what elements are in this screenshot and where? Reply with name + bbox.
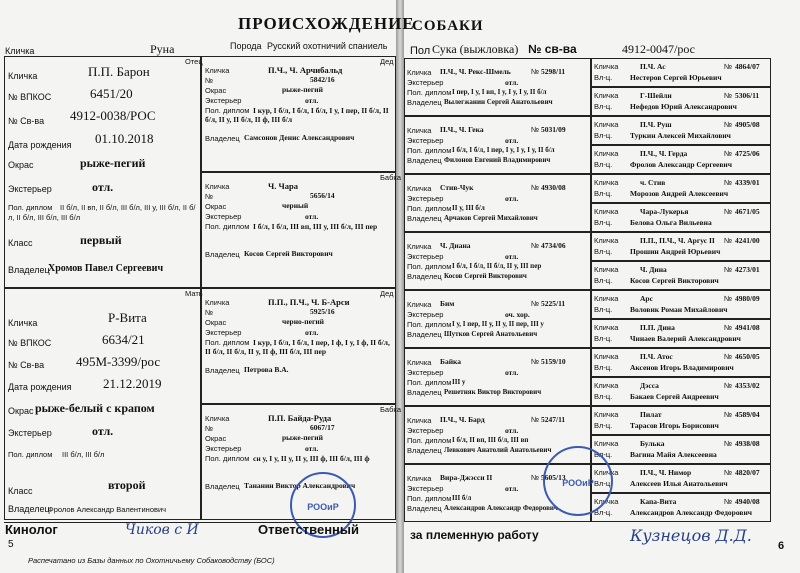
grandparent-owner: Косов Сергей Викторович xyxy=(244,249,333,258)
grandparent-color-label: Окрас xyxy=(205,434,227,443)
grandparent-diploma: I кур, I б/л, I б/л, I пер, I ф, I у, I ф, II б/л, II б/л, II б/л, II у, II ф, III б/л, III пер xyxy=(205,338,390,356)
father-dob-label: Дата рождения xyxy=(8,140,72,150)
father-vpkos-label: № ВПКОС xyxy=(8,92,52,102)
mother-class: второй xyxy=(108,478,146,492)
great-grandparent-diploma-label: Пол. диплом xyxy=(407,88,452,97)
father-cert: 4912-0038/РОС xyxy=(70,108,156,123)
ggg-name-label: Кличка xyxy=(594,149,619,158)
grandparent-color: рыже-пегий xyxy=(282,85,323,94)
ggg-owner: Воловик Роман Михайлович xyxy=(630,305,728,314)
mother-class-label: Класс xyxy=(8,486,33,496)
great-grandparent-name: П.Ч., Ч. Бард xyxy=(440,415,485,424)
ggg-owner: Алексеев Илья Анатольевич xyxy=(630,479,728,488)
mother-owner-label: Владелец xyxy=(8,504,50,514)
great-grandparent-num: 5247/11 xyxy=(541,415,566,424)
great-grandparent-num: 4734/06 xyxy=(541,241,566,250)
ggg-owner-label: Вл-ц. xyxy=(594,73,613,82)
grandparent-diploma-label: Пол. диплом xyxy=(205,106,250,115)
left-stamp-text: РООиР xyxy=(307,501,339,512)
grandparent-num-label: № xyxy=(205,424,214,433)
ggg-num: 4589/04 xyxy=(735,410,760,419)
ggg-owner: Нестеров Сергей Юрьевич xyxy=(630,73,722,82)
father-name-label: Кличка xyxy=(8,71,38,81)
ggg-name-label: Кличка xyxy=(594,91,619,100)
grandparent-exterior-label: Экстерьер xyxy=(205,96,242,105)
ggg-num: 4938/08 xyxy=(735,439,760,448)
cert-label: № св-ва xyxy=(528,42,577,56)
grandparent-name-label: Кличка xyxy=(205,66,230,75)
great-grandparent-owner: Решетняк Виктор Викторович xyxy=(444,388,542,396)
ggg-name: Пилат xyxy=(640,410,662,419)
ggg-owner-label: Вл-ц. xyxy=(594,363,613,372)
father-vpkos: 6451/20 xyxy=(90,86,133,101)
grandparent-num: 6067/17 xyxy=(310,423,335,432)
father-diploma: II б/л, II вп, II б/л, III б/л, III у, III б/л, II б/л, II б/л, III б/л, III б/л xyxy=(8,203,196,222)
ggg-num: 4273/01 xyxy=(735,265,760,274)
great-grandparent-num-label: № xyxy=(531,299,540,308)
grandparent-section: Дед xyxy=(380,289,394,298)
father-cert-label: № Св-ва xyxy=(8,116,45,126)
great-grandparent-owner-label: Владелец xyxy=(407,330,442,339)
dog-name-label: Кличка xyxy=(5,46,35,56)
ggg-name-label: Кличка xyxy=(594,323,619,332)
great-grandparent-num-label: № xyxy=(531,415,540,424)
ggg-name: Булька xyxy=(640,439,665,448)
father-class: первый xyxy=(80,233,122,247)
ggg-name-label: Кличка xyxy=(594,265,619,274)
ggg-name-label: Кличка xyxy=(594,410,619,419)
great-grandparent-num: 5031/09 xyxy=(541,125,566,134)
grandparent-owner: Самсонов Денис Александрович xyxy=(244,133,355,142)
ggg-name-label: Кличка xyxy=(594,294,619,303)
ggg-num: 4671/05 xyxy=(735,207,760,216)
great-grandparent-owner: Косов Сергей Викторович xyxy=(444,272,527,280)
page-number-left: 5 xyxy=(8,539,14,550)
great-grandparent-num-label: № xyxy=(531,357,540,366)
grandparent-diploma-label: Пол. диплом xyxy=(205,454,250,463)
ggg-name: П.П., П.Ч., Ч. Аргус II xyxy=(640,236,715,245)
ggg-num-label: № xyxy=(724,468,733,477)
ggg-name-label: Кличка xyxy=(594,439,619,448)
breeding-work-label: за племенную работу xyxy=(410,528,539,542)
great-grandparent-diploma: I б/л, I б/л, II б/л, II у, III пер xyxy=(452,262,542,270)
father-name: П.П. Барон xyxy=(88,64,150,79)
ggg-owner-label: Вл-ц. xyxy=(594,131,613,140)
great-grandparent-name: П.Ч., Ч. Рекс-Шмель xyxy=(440,67,511,76)
great-grandparent-owner-label: Владелец xyxy=(407,388,442,397)
great-grandparent-diploma: I у, I пер, II у, II у, II пер, III у xyxy=(452,320,544,328)
great-grandparent-name-label: Кличка xyxy=(407,126,432,135)
great-grandparent-num-label: № xyxy=(531,241,540,250)
ggg-name: Ч. Дина xyxy=(640,265,667,274)
ggg-num: 4941/08 xyxy=(735,323,760,332)
mother-cert: 495М-3399/рос xyxy=(76,354,161,369)
father-section: Отец xyxy=(185,57,203,66)
ggg-owner-label: Вл-ц. xyxy=(594,479,613,488)
ggg-num: 4980/09 xyxy=(735,294,760,303)
ggg-num-label: № xyxy=(724,236,733,245)
ggg-name: Арс xyxy=(640,294,653,303)
ggg-owner-label: Вл-ц. xyxy=(594,392,613,401)
ggg-name: ч. Стив xyxy=(640,178,666,187)
great-grandparent-exterior: отл. xyxy=(505,78,519,87)
ggg-num: 4241/00 xyxy=(735,236,760,245)
great-grandparent-exterior-label: Экстерьер xyxy=(407,484,444,493)
ggg-num-label: № xyxy=(724,265,733,274)
ggg-name-label: Кличка xyxy=(594,236,619,245)
great-grandparent-diploma-label: Пол. диплом xyxy=(407,320,452,329)
page-number-right: 6 xyxy=(778,540,785,552)
ggg-owner-label: Вл-ц. xyxy=(594,160,613,169)
great-grandparent-name-label: Кличка xyxy=(407,474,432,483)
ggg-num: 5306/11 xyxy=(735,91,760,100)
grandparent-exterior: отл. xyxy=(305,444,319,453)
grandparent-num: 5656/14 xyxy=(310,191,335,200)
great-grandparent-num-label: № xyxy=(531,473,540,482)
great-grandparent-diploma: III у xyxy=(452,378,466,386)
mother-section: Мать xyxy=(185,289,203,298)
grandparent-num-label: № xyxy=(205,76,214,85)
great-grandparent-name-label: Кличка xyxy=(407,416,432,425)
grandparent-num: 5842/16 xyxy=(310,75,335,84)
great-grandparent-name: Бим xyxy=(440,299,455,308)
ggg-owner: Прошин Андрей Юрьевич xyxy=(630,247,721,256)
ggg-num: 4820/07 xyxy=(735,468,760,477)
grandparent-exterior: отл. xyxy=(305,96,319,105)
father-owner: Хромов Павел Сергеевич xyxy=(48,263,164,274)
ggg-num-label: № xyxy=(724,497,733,506)
great-grandparent-exterior: оч. хор. xyxy=(505,310,530,319)
grandparent-name: П.П., П.Ч., Ч. Б-Арси xyxy=(268,297,350,307)
ggg-name-label: Кличка xyxy=(594,352,619,361)
ggg-owner: Белова Ольга Вильевна xyxy=(630,218,712,227)
grandparent-name-label: Кличка xyxy=(205,298,230,307)
ggg-name-label: Кличка xyxy=(594,62,619,71)
grandparent-diploma-label: Пол. диплом xyxy=(205,222,250,231)
great-grandparent-exterior-label: Экстерьер xyxy=(407,194,444,203)
ggg-num-label: № xyxy=(724,439,733,448)
great-grandparent-exterior: отл. xyxy=(505,368,519,377)
great-grandparent-diploma: I б/л, II вп, III б/л, III вп xyxy=(452,436,529,444)
ggg-name: П.Ч., Ч. Нимор xyxy=(640,468,692,477)
great-grandparent-num-label: № xyxy=(531,125,540,134)
great-grandparent-exterior-label: Экстерьер xyxy=(407,252,444,261)
great-grandparent-diploma-label: Пол. диплом xyxy=(407,262,452,271)
dog-name: Руна xyxy=(150,42,175,56)
ggg-owner: Бакаев Сергей Андреевич xyxy=(630,392,719,401)
father-diploma-label: Пол. диплом xyxy=(8,203,53,212)
ggg-owner: Морозов Андрей Алексеевич xyxy=(630,189,729,198)
ggg-num-label: № xyxy=(724,294,733,303)
great-grandparent-exterior: отл. xyxy=(505,136,519,145)
mother-owner: Фролов Александр Валентинович xyxy=(48,505,167,514)
ggg-name: Г-Шейли xyxy=(640,91,672,100)
grandparent-color: черный xyxy=(282,201,309,210)
ggg-owner-label: Вл-ц. xyxy=(594,247,613,256)
sex-value: Сука (выжловка) xyxy=(432,42,519,56)
grandparent-owner-label: Владелец xyxy=(205,366,240,375)
great-grandparent-diploma-label: Пол. диплом xyxy=(407,146,452,155)
ggg-name-label: Кличка xyxy=(594,497,619,506)
ggg-owner-label: Вл-ц. xyxy=(594,305,613,314)
mother-dob: 21.12.2019 xyxy=(103,376,162,391)
ggg-owner: Вагина Майя Алексеевна xyxy=(630,450,717,459)
title-left: ПРОИСХОЖДЕНИЕ xyxy=(238,14,415,33)
father-exterior-label: Экстерьер xyxy=(8,184,52,194)
grandparent-num: 5925/16 xyxy=(310,307,335,316)
mother-diploma-label: Пол. диплом xyxy=(8,450,53,459)
ggg-num: 4725/06 xyxy=(735,149,760,158)
ggg-owner: Косов Сергей Викторович xyxy=(630,276,719,285)
grandparent-owner-label: Владелец xyxy=(205,134,240,143)
grandparent-name-label: Кличка xyxy=(205,182,230,191)
grandparent-owner: Тананин Виктор Александрович xyxy=(244,481,356,490)
ggg-num-label: № xyxy=(724,381,733,390)
great-grandparent-exterior: отл. xyxy=(505,426,519,435)
mother-exterior: отл. xyxy=(92,424,114,438)
mother-diploma: III б/л, III б/л xyxy=(62,450,105,459)
ggg-owner-label: Вл-ц. xyxy=(594,189,613,198)
title-right: СОБАКИ xyxy=(412,18,484,34)
grandparent-name: П.Ч., Ч. Арчибальд xyxy=(268,65,343,75)
great-grandparent-num-label: № xyxy=(531,183,540,192)
ggg-num-label: № xyxy=(724,62,733,71)
great-grandparent-diploma-label: Пол. диплом xyxy=(407,494,452,503)
breed-label: Порода xyxy=(230,41,262,51)
ggg-name-label: Кличка xyxy=(594,207,619,216)
great-grandparent-exterior: отл. xyxy=(505,252,519,261)
great-grandparent-diploma: III б/л xyxy=(452,494,472,502)
great-grandparent-owner-label: Владелец xyxy=(407,98,442,107)
great-grandparent-exterior-label: Экстерьер xyxy=(407,368,444,377)
great-grandparent-owner-label: Владелец xyxy=(407,214,442,223)
grandparent-name-label: Кличка xyxy=(205,414,230,423)
great-grandparent-exterior: отл. xyxy=(505,484,519,493)
great-grandparent-name-label: Кличка xyxy=(407,242,432,251)
great-grandparent-diploma: I пер, I у, I вп, I у, I у, I у, II б/л xyxy=(452,88,547,96)
ggg-num: 4864/07 xyxy=(735,62,760,71)
responsible-signature: Кузнецов Д.Д. xyxy=(630,526,752,545)
great-grandparent-exterior-label: Экстерьер xyxy=(407,136,444,145)
grandparent-diploma: I б/л, I б/л, III вп, III у, III б/л, III пер xyxy=(253,222,378,231)
great-grandparent-owner: Левкович Анатолий Анатольевич xyxy=(444,446,552,454)
ggg-name-label: Кличка xyxy=(594,381,619,390)
ggg-num-label: № xyxy=(724,178,733,187)
ggg-owner-label: Вл-ц. xyxy=(594,508,613,517)
mother-vpkos-label: № ВПКОС xyxy=(8,338,52,348)
grandparent-color-label: Окрас xyxy=(205,318,227,327)
great-grandparent-name: Ч. Диана xyxy=(440,241,471,250)
grandparent-diploma: I кур, I б/л, I б/л, I б/л, I у, I пер, II б/л, II б/л, II у, II б/л, II ф, III б/л xyxy=(205,106,389,124)
ggg-name: П.Ч., Ч. Герда xyxy=(640,149,688,158)
ggg-owner-label: Вл-ц. xyxy=(594,102,613,111)
mother-exterior-label: Экстерьер xyxy=(8,428,52,438)
great-grandparent-num: 4930/08 xyxy=(541,183,566,192)
great-grandparent-exterior-label: Экстерьер xyxy=(407,426,444,435)
grandparent-color-label: Окрас xyxy=(205,202,227,211)
mother-cert-label: № Св-ва xyxy=(8,360,45,370)
great-grandparent-owner: Вылегжанин Сергей Анатольевич xyxy=(444,98,553,106)
grandparent-owner: Петрова В.А. xyxy=(244,365,289,374)
ggg-owner-label: Вл-ц. xyxy=(594,421,613,430)
father-color: рыже-пегий xyxy=(80,156,146,170)
ggg-name: П.Ч. Ас xyxy=(640,62,666,71)
great-grandparent-diploma-label: Пол. диплом xyxy=(407,378,452,387)
right-stamp xyxy=(543,446,613,516)
great-grandparent-name-label: Кличка xyxy=(407,358,432,367)
father-color-label: Окрас xyxy=(8,160,34,170)
grandparent-exterior-label: Экстерьер xyxy=(205,444,242,453)
grandparent-diploma-label: Пол. диплом xyxy=(205,338,250,347)
great-grandparent-exterior-label: Экстерьер xyxy=(407,78,444,87)
grandparent-section: Бабка xyxy=(380,173,402,182)
great-grandparent-owner-label: Владелец xyxy=(407,156,442,165)
grandparent-exterior-label: Экстерьер xyxy=(205,212,242,221)
ggg-name: П.Ч. Руш xyxy=(640,120,672,129)
ggg-owner: Нефедов Юрий Александрович xyxy=(630,102,737,111)
responsible-label: Ответственный xyxy=(258,522,359,537)
sex-label: Пол xyxy=(410,45,431,57)
ggg-owner-label: Вл-ц. xyxy=(594,276,613,285)
cert-value: 4912-0047/рос xyxy=(622,42,695,56)
grandparent-exterior: отл. xyxy=(305,212,319,221)
ggg-num: 4353/02 xyxy=(735,381,760,390)
ggg-num-label: № xyxy=(724,207,733,216)
great-grandparent-owner: Шутков Сергей Анатольевич xyxy=(444,330,538,338)
great-grandparent-num: 5159/10 xyxy=(541,357,566,366)
great-grandparent-num: 5605/13 xyxy=(541,473,566,482)
right-stamp-text: РООиР xyxy=(562,477,594,488)
ggg-name: П.Ч. Атос xyxy=(640,352,673,361)
mother-dob-label: Дата рождения xyxy=(8,382,72,392)
ggg-num-label: № xyxy=(724,410,733,419)
breed-value: Русский охотничий спаниель xyxy=(267,41,388,51)
ggg-owner: Александров Александр Федорович xyxy=(630,508,753,517)
ggg-owner: Тарасов Игорь Борисович xyxy=(630,421,719,430)
kinolog-label: Кинолог xyxy=(5,522,58,537)
ggg-owner-label: Вл-ц. xyxy=(594,218,613,227)
ggg-name-label: Кличка xyxy=(594,468,619,477)
ggg-name: Дэсса xyxy=(640,381,659,390)
grandparent-exterior-label: Экстерьер xyxy=(205,328,242,337)
father-class-label: Класс xyxy=(8,238,33,248)
grandparent-name: П.П. Байда-Руда xyxy=(268,413,332,423)
great-grandparent-name: Вира-Джэсси II xyxy=(440,473,493,482)
mother-name-label: Кличка xyxy=(8,318,38,328)
ggg-num-label: № xyxy=(724,352,733,361)
great-grandparent-owner: Александров Александр Федорович xyxy=(444,504,558,512)
ggg-owner: Туркин Алексей Михайлович xyxy=(630,131,731,140)
great-grandparent-owner-label: Владелец xyxy=(407,504,442,513)
great-grandparent-name-label: Кличка xyxy=(407,300,432,309)
great-grandparent-exterior: отл. xyxy=(505,194,519,203)
father-exterior: отл. xyxy=(92,180,114,194)
grandparent-diploma: сн у, I у, II у, II у, III ф, III б/л, III ф xyxy=(253,454,370,463)
great-grandparent-name: Байка xyxy=(440,357,461,366)
grandparent-exterior: отл. xyxy=(305,328,319,337)
great-grandparent-name: П.Ч., Ч. Гека xyxy=(440,125,484,134)
grandparent-num-label: № xyxy=(205,192,214,201)
ggg-num: 4650/05 xyxy=(735,352,760,361)
grandparent-num-label: № xyxy=(205,308,214,317)
ggg-name: Капа-Вита xyxy=(640,497,677,506)
great-grandparent-exterior-label: Экстерьер xyxy=(407,310,444,319)
great-grandparent-diploma-label: Пол. диплом xyxy=(407,436,452,445)
grandparent-name: Ч. Чара xyxy=(268,181,298,191)
book-gutter xyxy=(396,0,404,573)
ggg-num: 4339/01 xyxy=(735,178,760,187)
great-grandparent-num: 5225/11 xyxy=(541,299,566,308)
great-grandparent-name-label: Кличка xyxy=(407,68,432,77)
ggg-name-label: Кличка xyxy=(594,120,619,129)
grandparent-color: черно-пегий xyxy=(282,317,324,326)
grandparent-color: рыже-пегий xyxy=(282,433,323,442)
ggg-owner-label: Вл-ц. xyxy=(594,334,613,343)
great-grandparent-diploma: II у, III б/л xyxy=(452,204,485,212)
mother-name: Р-Вита xyxy=(108,310,147,325)
grandparent-owner-label: Владелец xyxy=(205,482,240,491)
ggg-num-label: № xyxy=(724,323,733,332)
great-grandparent-num: 5298/11 xyxy=(541,67,566,76)
grandparent-section: Бабка xyxy=(380,405,402,414)
grandparent-section: Дед xyxy=(380,57,394,66)
print-source-note: Распечатано из Базы данных по Охотничьему Собаководству (БОС) xyxy=(28,556,275,565)
mother-color: рыже-белый с крапом xyxy=(35,401,155,415)
ggg-num: 4940/08 xyxy=(735,497,760,506)
ggg-owner: Фролов Александр Сергеевич xyxy=(630,160,732,169)
ggg-num-label: № xyxy=(724,149,733,158)
father-owner-label: Владелец xyxy=(8,265,50,275)
grandparent-color-label: Окрас xyxy=(205,86,227,95)
ggg-owner-label: Вл-ц. xyxy=(594,450,613,459)
great-grandparent-num-label: № xyxy=(531,67,540,76)
great-grandparent-diploma: I б/л, I б/л, I пер, I у, I у, I у, II б/л xyxy=(452,146,555,154)
ggg-owner: Аксенов Игорь Владимирович xyxy=(630,363,734,372)
great-grandparent-name-label: Кличка xyxy=(407,184,432,193)
great-grandparent-owner: Филонов Евгений Владимирович xyxy=(444,156,551,164)
ggg-num-label: № xyxy=(724,120,733,129)
ggg-num: 4905/08 xyxy=(735,120,760,129)
great-grandparent-name: Стив-Чук xyxy=(440,183,474,192)
great-grandparent-owner: Арчаков Сергей Михайлович xyxy=(444,214,538,222)
ggg-name: П.П. Дина xyxy=(640,323,675,332)
great-grandparent-diploma-label: Пол. диплом xyxy=(407,204,452,213)
ggg-name-label: Кличка xyxy=(594,178,619,187)
father-dob: 01.10.2018 xyxy=(95,131,154,146)
ggg-name: Чара-Лукерья xyxy=(640,207,689,216)
grandparent-owner-label: Владелец xyxy=(205,250,240,259)
mother-color-label: Окрас xyxy=(8,406,34,416)
ggg-num-label: № xyxy=(724,91,733,100)
ggg-owner: Чинаев Валерий Александрович xyxy=(630,334,741,343)
mother-vpkos: 6634/21 xyxy=(102,332,145,347)
kinolog-signature: Чиков с И xyxy=(125,522,199,538)
great-grandparent-owner-label: Владелец xyxy=(407,272,442,281)
great-grandparent-owner-label: Владелец xyxy=(407,446,442,455)
